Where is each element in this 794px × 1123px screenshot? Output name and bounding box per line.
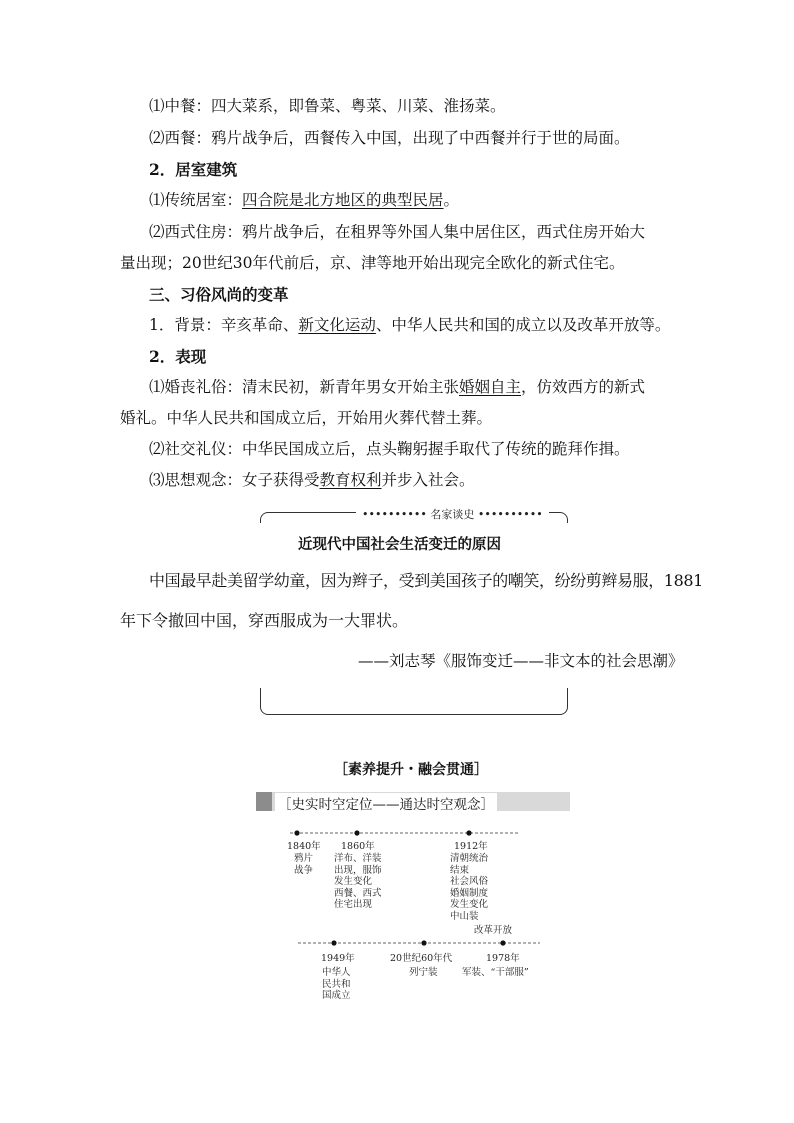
text-line: ⑴中餐：四大菜系，即鲁菜、粤菜、川菜、淮扬菜。 [149,97,506,115]
timeline-desc: 洋布、洋装 出现，服饰 发生变化 西餐、西式 住宅出现 [334,853,382,910]
timeline-year: 1978年 [486,953,520,964]
timeline-desc: 鸦片 战争 [294,853,314,876]
quote-box-label: •••••••••• 名家谈史 •••••••••• [356,506,549,522]
timeline-year: 20世纪60年代 [390,953,453,964]
underlined-key-term: 婚姻自主 [459,378,522,396]
section-banner-text: ［史实时空定位——通达时空观念］ [275,793,497,813]
underlined-key-term: 新文化运动 [298,316,376,334]
timeline-year: 1860年 [341,841,375,852]
timeline-year: 1840年 [287,841,321,852]
underlined-key-term: 四合院是北方地区的典型民居 [242,191,444,209]
text-line: ⑵西餐：鸦片战争后，西餐传入中国，出现了中西餐并行于世的局面。 [149,129,630,147]
section-title: ［素养提升・融会贯通］ [334,762,488,778]
timeline-dot [421,940,426,945]
text-line: 量出现；20世纪30年代前后，京、津等地开始出现完全欧化的新式住宅。 [120,254,625,272]
underlined-key-term: 教育权利 [319,471,382,489]
text-segment: 、中华人民共和国的成立以及改革开放等。 [375,316,671,334]
timeline-desc: 中华人 民共和 国成立 [322,967,351,1001]
timeline-desc: 军装、“干部服” [462,967,529,978]
timeline-dot [466,830,471,835]
text-segment: ⑴传统居室： [149,191,243,209]
timeline-year: 1912年 [454,841,488,852]
text-line: ⑵社交礼仪：中华民国成立后，点头鞠躬握手取代了传统的跪拜作揖。 [149,440,630,458]
text-line: 婚礼。中华人民共和国成立后，开始用火葬代替土葬。 [120,409,493,427]
quote-source: ——刘志琴《服饰变迁——非文本的社会思潮》 [358,652,684,670]
text-segment: ⑴婚丧礼俗：清末民初，新青年男女开始主张 [149,378,460,396]
quote-text: 年下令撤回中国，穿西服成为一大罪状。 [120,611,409,630]
text-segment: ⑶思想观念：女子获得受 [149,471,320,489]
section-heading: 三、习俗风尚的变革 [149,285,289,304]
banner-label: 史实时空定位——通达时空观念 [291,797,481,813]
quote-text: 中国最早赴美留学幼童，因为辫子，受到美国孩子的嘲笑，纷纷剪辫易服，1881 [149,571,703,590]
timeline-note: 改革开放 [474,925,513,936]
text-segment: 并步入社会。 [381,471,475,489]
text-line: ⑵西式住房：鸦片战争后，在租界等外国人集中居住区，西式住房开始大 [149,223,646,241]
text-segment: 1．背景：辛亥革命、 [149,316,299,334]
timeline-year: 1949年 [321,953,355,964]
text-segment: 。 [443,191,460,209]
text-segment: ，仿效西方的新式 [521,378,646,396]
timeline-dot [500,940,505,945]
timeline-dot [354,830,359,835]
timeline-desc: 清朝统治 结束 社会风俗 婚姻制度 发生变化 中山装 [450,853,489,922]
subheading: 2．居室建筑 [149,160,238,179]
subheading: 2．表现 [149,347,207,366]
timeline-desc: 列宁装 [409,967,438,978]
quote-box-title: 近现代中国社会生活变迁的原因 [298,536,501,553]
timeline-dot [331,940,336,945]
timeline-dot [294,830,299,835]
